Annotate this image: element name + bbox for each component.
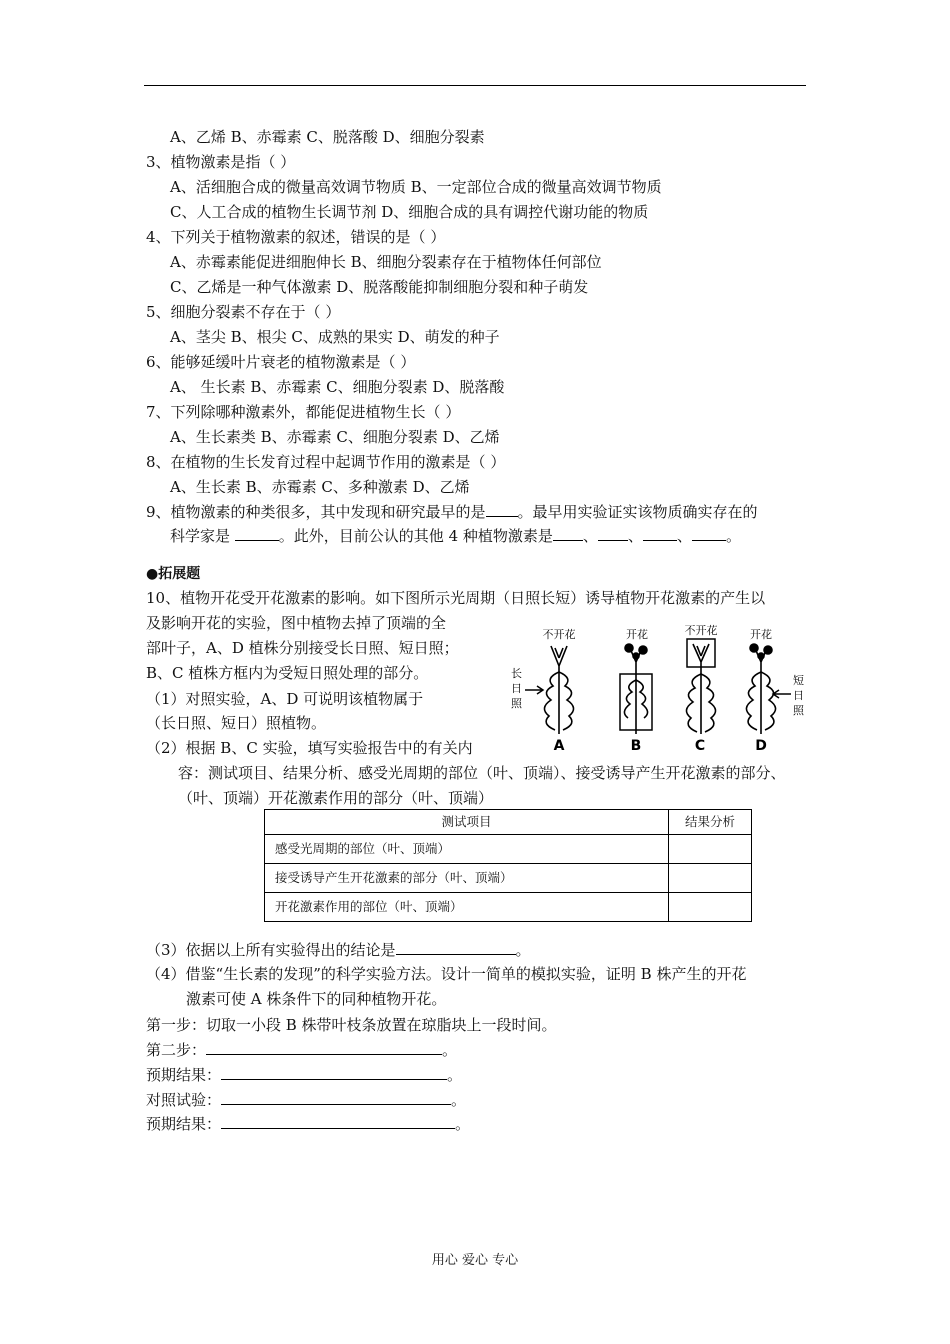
blank-hormone-4[interactable] (692, 526, 726, 541)
q9-line2: 科学家是 。此外，目前公认的其他 4 种植物激素是 、 、 、 。 (170, 527, 741, 545)
q8-stem: 8、在植物的生长发育过程中起调节作用的激素是（ ） (146, 453, 506, 471)
blank-step-two[interactable] (206, 1040, 442, 1055)
table-row (265, 864, 752, 893)
blank-hormone-3[interactable] (643, 526, 677, 541)
blank-expected-result-2[interactable] (221, 1114, 455, 1129)
q4-options-ab: A、赤霉素能促进细胞伸长 B、细胞分裂素存在于植物体任何部位 (170, 253, 602, 271)
long-day-char-2: 日 (511, 682, 522, 695)
result-cell[interactable] (669, 893, 752, 922)
q10-sub3: （3）依据以上所有实验得出的结论是 。 (146, 941, 531, 959)
section-heading-extension: ●拓展题 (146, 566, 201, 582)
q10-sub1-cont: （长日照、短日）照植物。 (146, 714, 327, 732)
result-cell[interactable] (669, 864, 752, 893)
blank-scientist[interactable] (235, 526, 279, 541)
row-label: 接受诱导产生开花激素的部分（叶、顶端） (265, 864, 669, 893)
blank-expected-result-1[interactable] (221, 1065, 447, 1080)
q5-stem: 5、细胞分裂素不存在于（ ） (146, 303, 341, 321)
step-one: 第一步：切取一小段 B 株带叶枝条放置在琼脂块上一段时间。 (146, 1016, 557, 1034)
q7-options: A、生长素类 B、赤霉素 C、细胞分裂素 D、乙烯 (170, 428, 500, 446)
label-top-a: 不开花 (542, 628, 576, 641)
plant-b (624, 644, 647, 734)
q2-options: A、乙烯 B、赤霉素 C、脱落酸 D、细胞分裂素 (170, 128, 485, 146)
photoperiod-figure (503, 622, 813, 754)
q10-stem-line3: 部叶子，A、D 植株分别接受长日照、短日照； (146, 639, 459, 657)
q3-stem: 3、植物激素是指（ ） (146, 153, 296, 171)
long-day-char-1: 长 (511, 667, 522, 680)
q5-options: A、茎尖 B、根尖 C、成熟的果实 D、萌发的种子 (170, 328, 500, 346)
blank-earliest-hormone[interactable] (486, 502, 518, 517)
expected-result-2: 预期结果： 。 (146, 1115, 471, 1133)
plant-c (686, 644, 715, 734)
short-day-char-2: 日 (793, 689, 804, 702)
plant-label-b: B (630, 738, 642, 754)
plant-label-a: A (553, 738, 565, 754)
row-label: 开花激素作用的部位（叶、顶端） (265, 893, 669, 922)
plant-label-c: C (694, 738, 706, 754)
experiment-report-table (264, 809, 752, 922)
short-day-char-1: 短 (793, 674, 804, 687)
label-top-d: 开花 (750, 628, 772, 641)
q8-options: A、生长素 B、赤霉素 C、多种激素 D、乙烯 (170, 478, 470, 496)
q10-stem-line1: 10、植物开花受开花激素的影响。如下图所示光周期（日照长短）诱导植物开花激素的产生以 (146, 589, 766, 607)
header-result-analysis: 结果分析 (669, 810, 752, 835)
q10-sub1: （1）对照实验，A、D 可说明该植物属于 (146, 690, 424, 708)
q10-sub4-cont: 激素可使 A 株条件下的同种植物开花。 (186, 990, 447, 1008)
plant-d (746, 644, 775, 734)
q4-options-cd: C、乙烯是一种气体激素 D、脱落酸能抑制细胞分裂和种子萌发 (170, 278, 589, 296)
header-rule (144, 85, 806, 86)
table-row (265, 835, 752, 864)
plant-label-d: D (755, 738, 767, 754)
blank-hormone-1[interactable] (553, 526, 583, 541)
q10-sub2: （2）根据 B、C 实验，填写实验报告中的有关内 (146, 739, 473, 757)
q3-options-cd: C、人工合成的植物生长调节剂 D、细胞合成的具有调控代谢功能的物质 (170, 203, 649, 221)
long-day-char-3: 照 (511, 697, 522, 710)
q3-options-ab: A、活细胞合成的微量高效调节物质 B、一定部位合成的微量高效调节物质 (170, 178, 662, 196)
q10-sub2-cont1: 容：测试项目、结果分析、感受光周期的部位（叶、顶端）、接受诱导产生开花激素的部分、 (178, 764, 786, 782)
page-footer: 用心 爱心 专心 (431, 1253, 519, 1268)
long-day-arrow (525, 686, 543, 694)
label-top-c: 不开花 (684, 624, 718, 637)
q4-stem: 4、下列关于植物激素的叙述，错误的是（ ） (146, 228, 446, 246)
table-row (265, 893, 752, 922)
control-experiment: 对照试验： 。 (146, 1091, 467, 1109)
header-test-item: 测试项目 (265, 810, 669, 835)
expected-result-1: 预期结果： 。 (146, 1066, 463, 1084)
q9-line1: 9、植物激素的种类很多，其中发现和研究最早的是 。最早用实验证实该物质确实存在的 (146, 503, 758, 521)
q10-sub2-cont2: （叶、顶端）开花激素作用的部分（叶、顶端） (178, 789, 494, 807)
step-two: 第二步： 。 (146, 1041, 458, 1059)
row-label: 感受光周期的部位（叶、顶端） (265, 835, 669, 864)
q10-stem-line2: 及影响开花的实验，图中植物去掉了顶端的全 (146, 614, 447, 632)
table-header-row (265, 810, 752, 835)
label-top-b: 开花 (626, 628, 648, 641)
q10-sub4: （4）借鉴“生长素的发现”的科学实验方法。设计一简单的模拟实验，证明 B 株产生的开花 (146, 965, 747, 983)
plant-a (544, 646, 573, 734)
blank-conclusion[interactable] (396, 940, 516, 955)
q10-stem-line4: B、C 植株方框内为受短日照处理的部分。 (146, 664, 429, 682)
q6-stem: 6、能够延缓叶片衰老的植物激素是（ ） (146, 353, 416, 371)
q6-options: A、 生长素 B、赤霉素 C、细胞分裂素 D、脱落酸 (170, 378, 505, 396)
blank-control-experiment[interactable] (221, 1090, 451, 1105)
short-day-arrow (773, 690, 791, 698)
q7-stem: 7、下列除哪种激素外，都能促进植物生长（ ） (146, 403, 461, 421)
short-day-char-3: 照 (793, 704, 804, 717)
blank-hormone-2[interactable] (598, 526, 628, 541)
result-cell[interactable] (669, 835, 752, 864)
